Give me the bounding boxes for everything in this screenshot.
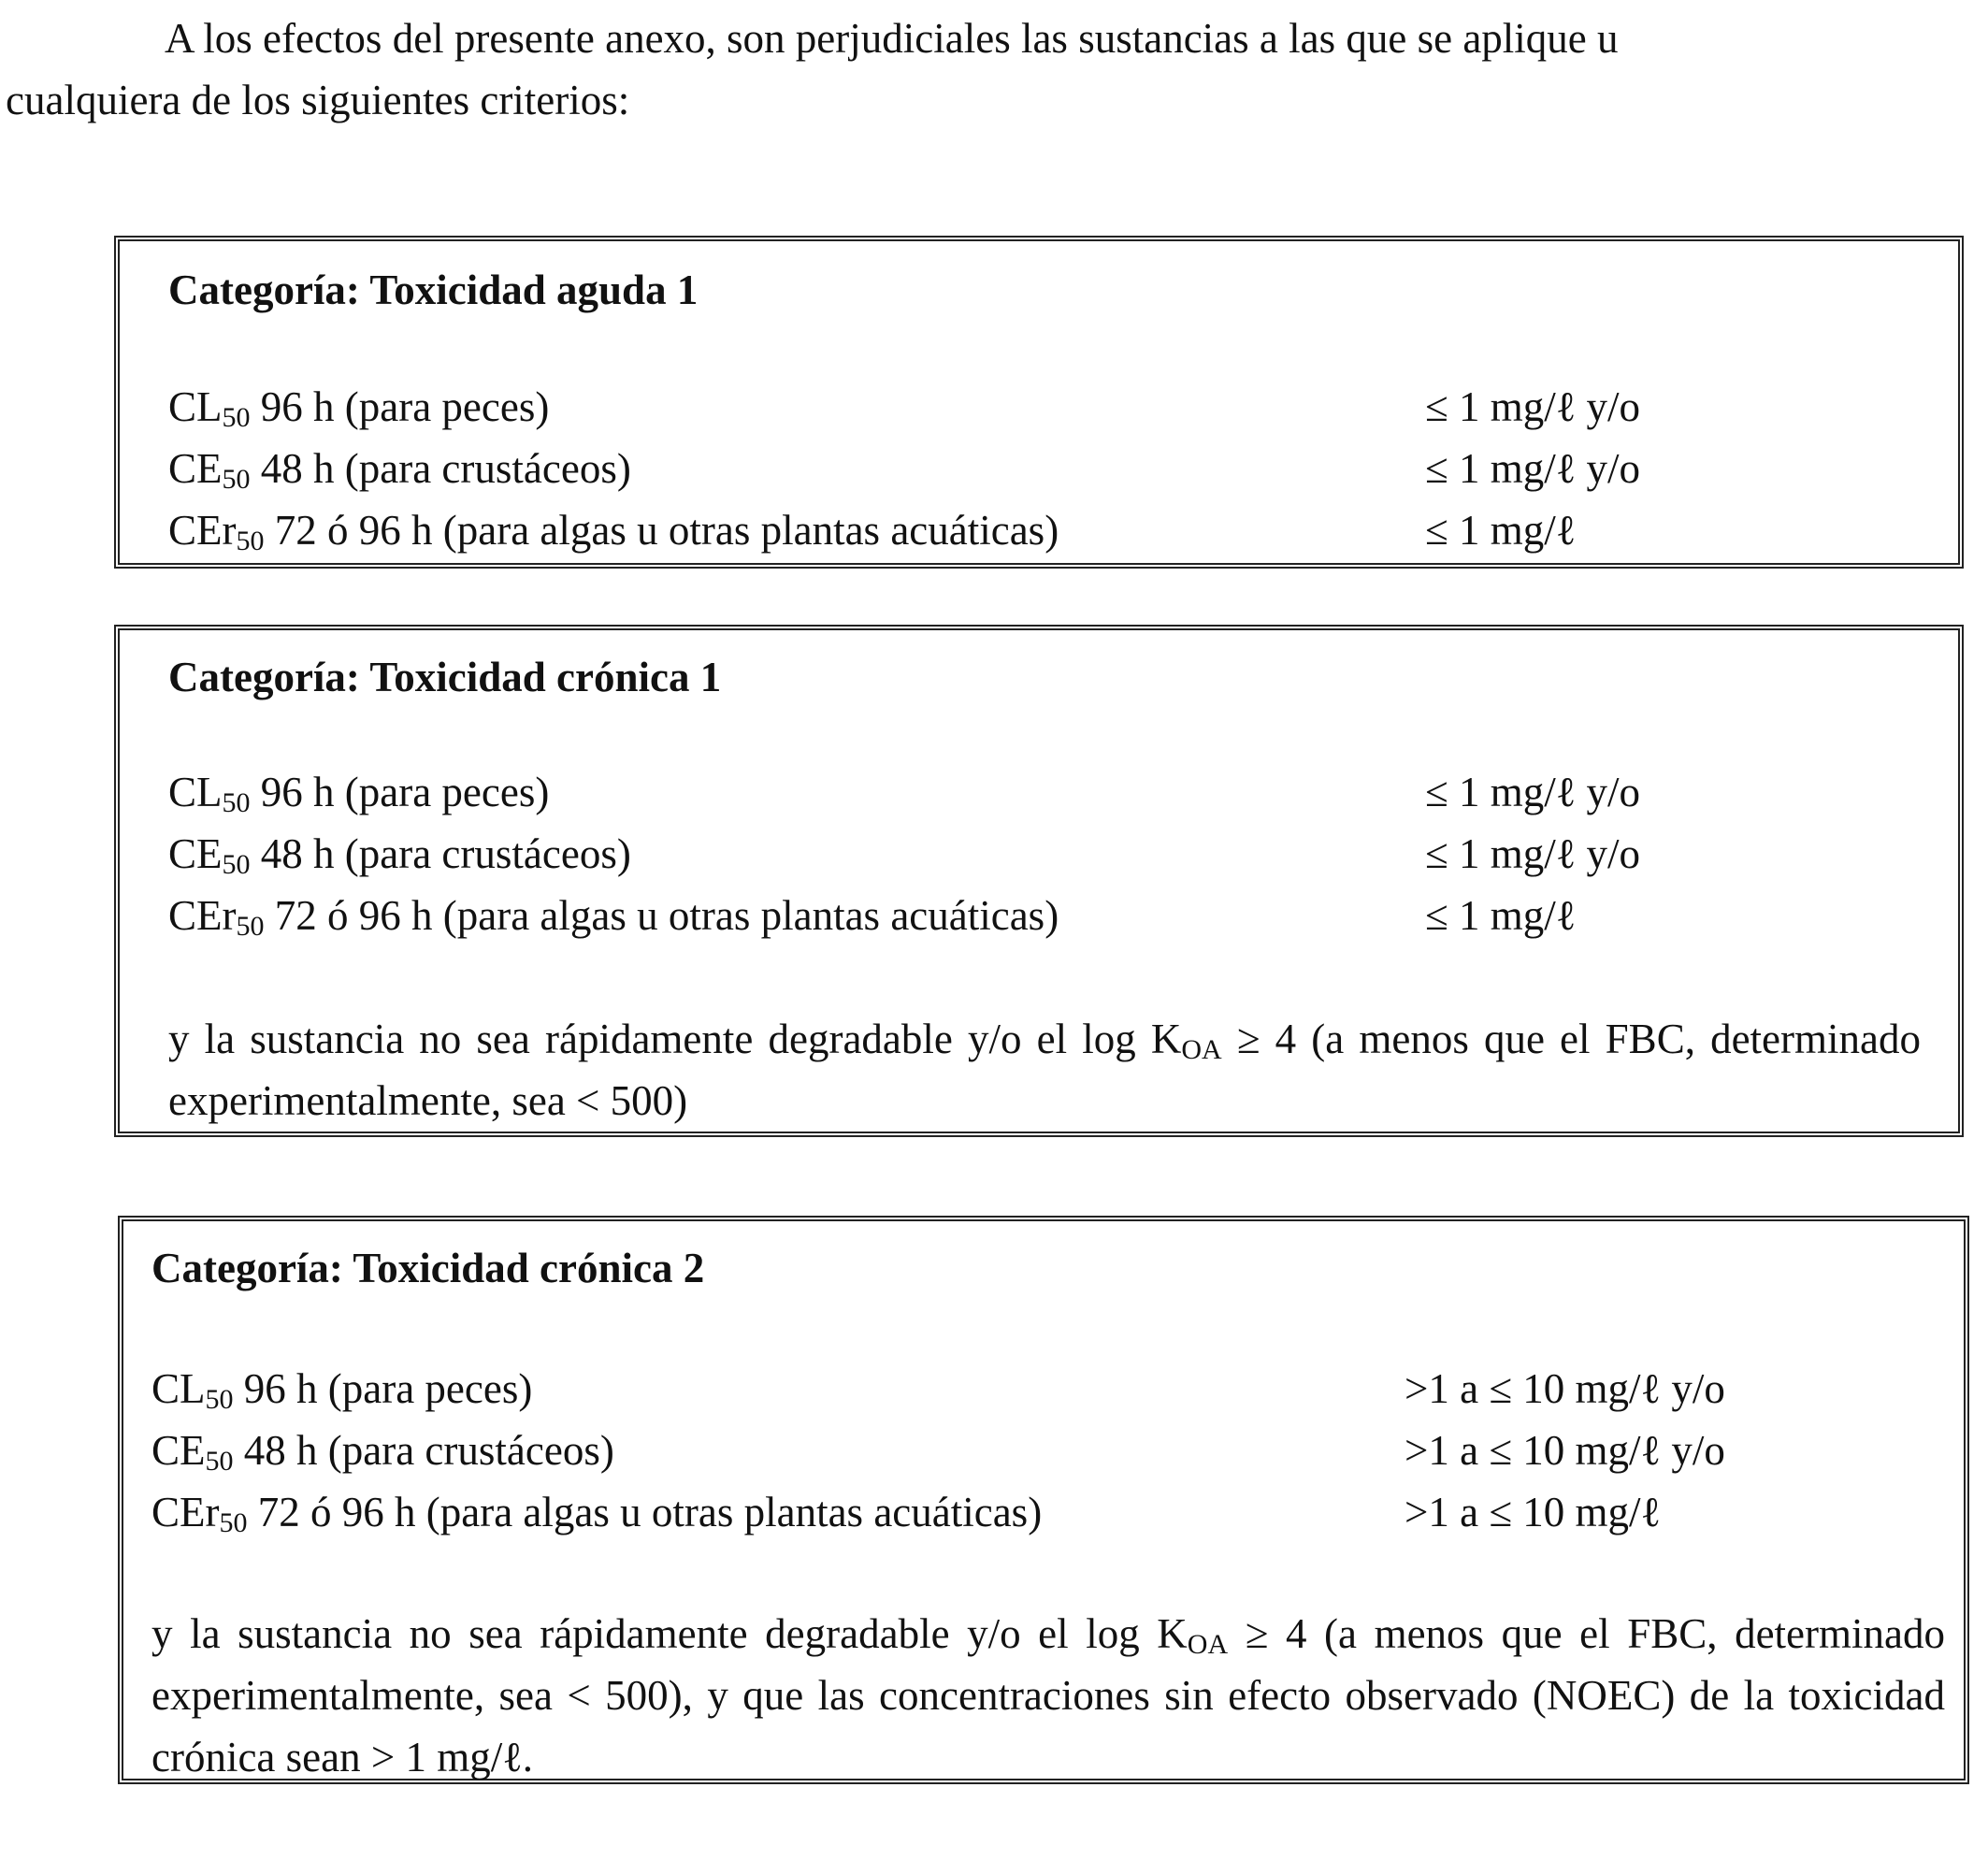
criteria-label: CEr$_{50}$ 72 ó 96 h (para algas u otras plantas acuáticas) [168, 507, 1059, 556]
criteria-label: $CE_{50}$ 48 h (para crustáceos) [168, 445, 631, 495]
criteria-row [168, 499, 1926, 561]
criteria-value: ≤ 1 mg/ℓ y/o [1425, 769, 1641, 815]
criteria-row [168, 885, 1926, 946]
criteria-row [151, 1358, 1928, 1420]
criteria-row [168, 823, 1926, 885]
category-box-chronic-2 [118, 1216, 1969, 1784]
criteria-label: $CL_{50}$ 96 h (para peces) [168, 383, 550, 433]
category-title: Categoría: Toxicidad aguda 1 [168, 267, 699, 313]
criteria-row [168, 761, 1926, 823]
condition-paragraph: y la sustancia no sea rápidamente degradable y/o el $\log K_{OA} \ge 4$ (a menos que el FBC, determinado experimentalmente, sea < 500), y que las concentraciones sin efecto observado (NOEC) de la toxicidad crónica sean > 1 mg/ℓ. [151, 1610, 1945, 1780]
intro-line-1: A los efectos del presente anexo, son perjudiciales las sustancias a las que se aplique u [165, 15, 1619, 62]
criteria-label: $CE_{50}$ 48 h (para crustáceos) [168, 830, 631, 880]
criteria-value: ≤ 1 mg/ℓ [1425, 507, 1577, 554]
criteria-label: CEr$_{50}$ 72 ó 96 h (para algas u otras plantas acuáticas) [151, 1489, 1043, 1538]
criteria-row [151, 1481, 1928, 1543]
intro-line-2: cualquiera de los siguientes criterios: [6, 77, 630, 123]
intro-paragraph [0, 7, 1988, 131]
criteria-label: $CL_{50}$ 96 h (para peces) [151, 1365, 533, 1415]
criteria-label: $CE_{50}$ 48 h (para crustáceos) [151, 1427, 614, 1477]
criteria-row [168, 376, 1926, 438]
criteria-value: >1 a ≤ 10 mg/ℓ y/o [1405, 1427, 1725, 1474]
criteria-row [151, 1420, 1928, 1481]
criteria-value: >1 a ≤ 10 mg/ℓ [1405, 1489, 1662, 1535]
criteria-value: ≤ 1 mg/ℓ y/o [1425, 830, 1641, 877]
criteria-value: ≤ 1 mg/ℓ y/o [1425, 383, 1641, 430]
category-title: Categoría: Toxicidad crónica 1 [168, 654, 722, 700]
criteria-value: ≤ 1 mg/ℓ [1425, 892, 1577, 939]
category-title: Categoría: Toxicidad crónica 2 [151, 1245, 705, 1291]
criteria-value: ≤ 1 mg/ℓ y/o [1425, 445, 1641, 492]
criteria-label: $CL_{50}$ 96 h (para peces) [168, 769, 550, 818]
criteria-label: CEr$_{50}$ 72 ó 96 h (para algas u otras plantas acuáticas) [168, 892, 1059, 942]
condition-paragraph: y la sustancia no sea rápidamente degradable y/o el $\log K_{OA} \ge 4$ (a menos que el FBC, determinado experimentalmente, sea < 500) [168, 1016, 1921, 1124]
criteria-value: >1 a ≤ 10 mg/ℓ y/o [1405, 1365, 1725, 1412]
criteria-row [168, 438, 1926, 499]
category-box-acute-1 [114, 236, 1964, 569]
category-box-chronic-1 [114, 625, 1964, 1137]
